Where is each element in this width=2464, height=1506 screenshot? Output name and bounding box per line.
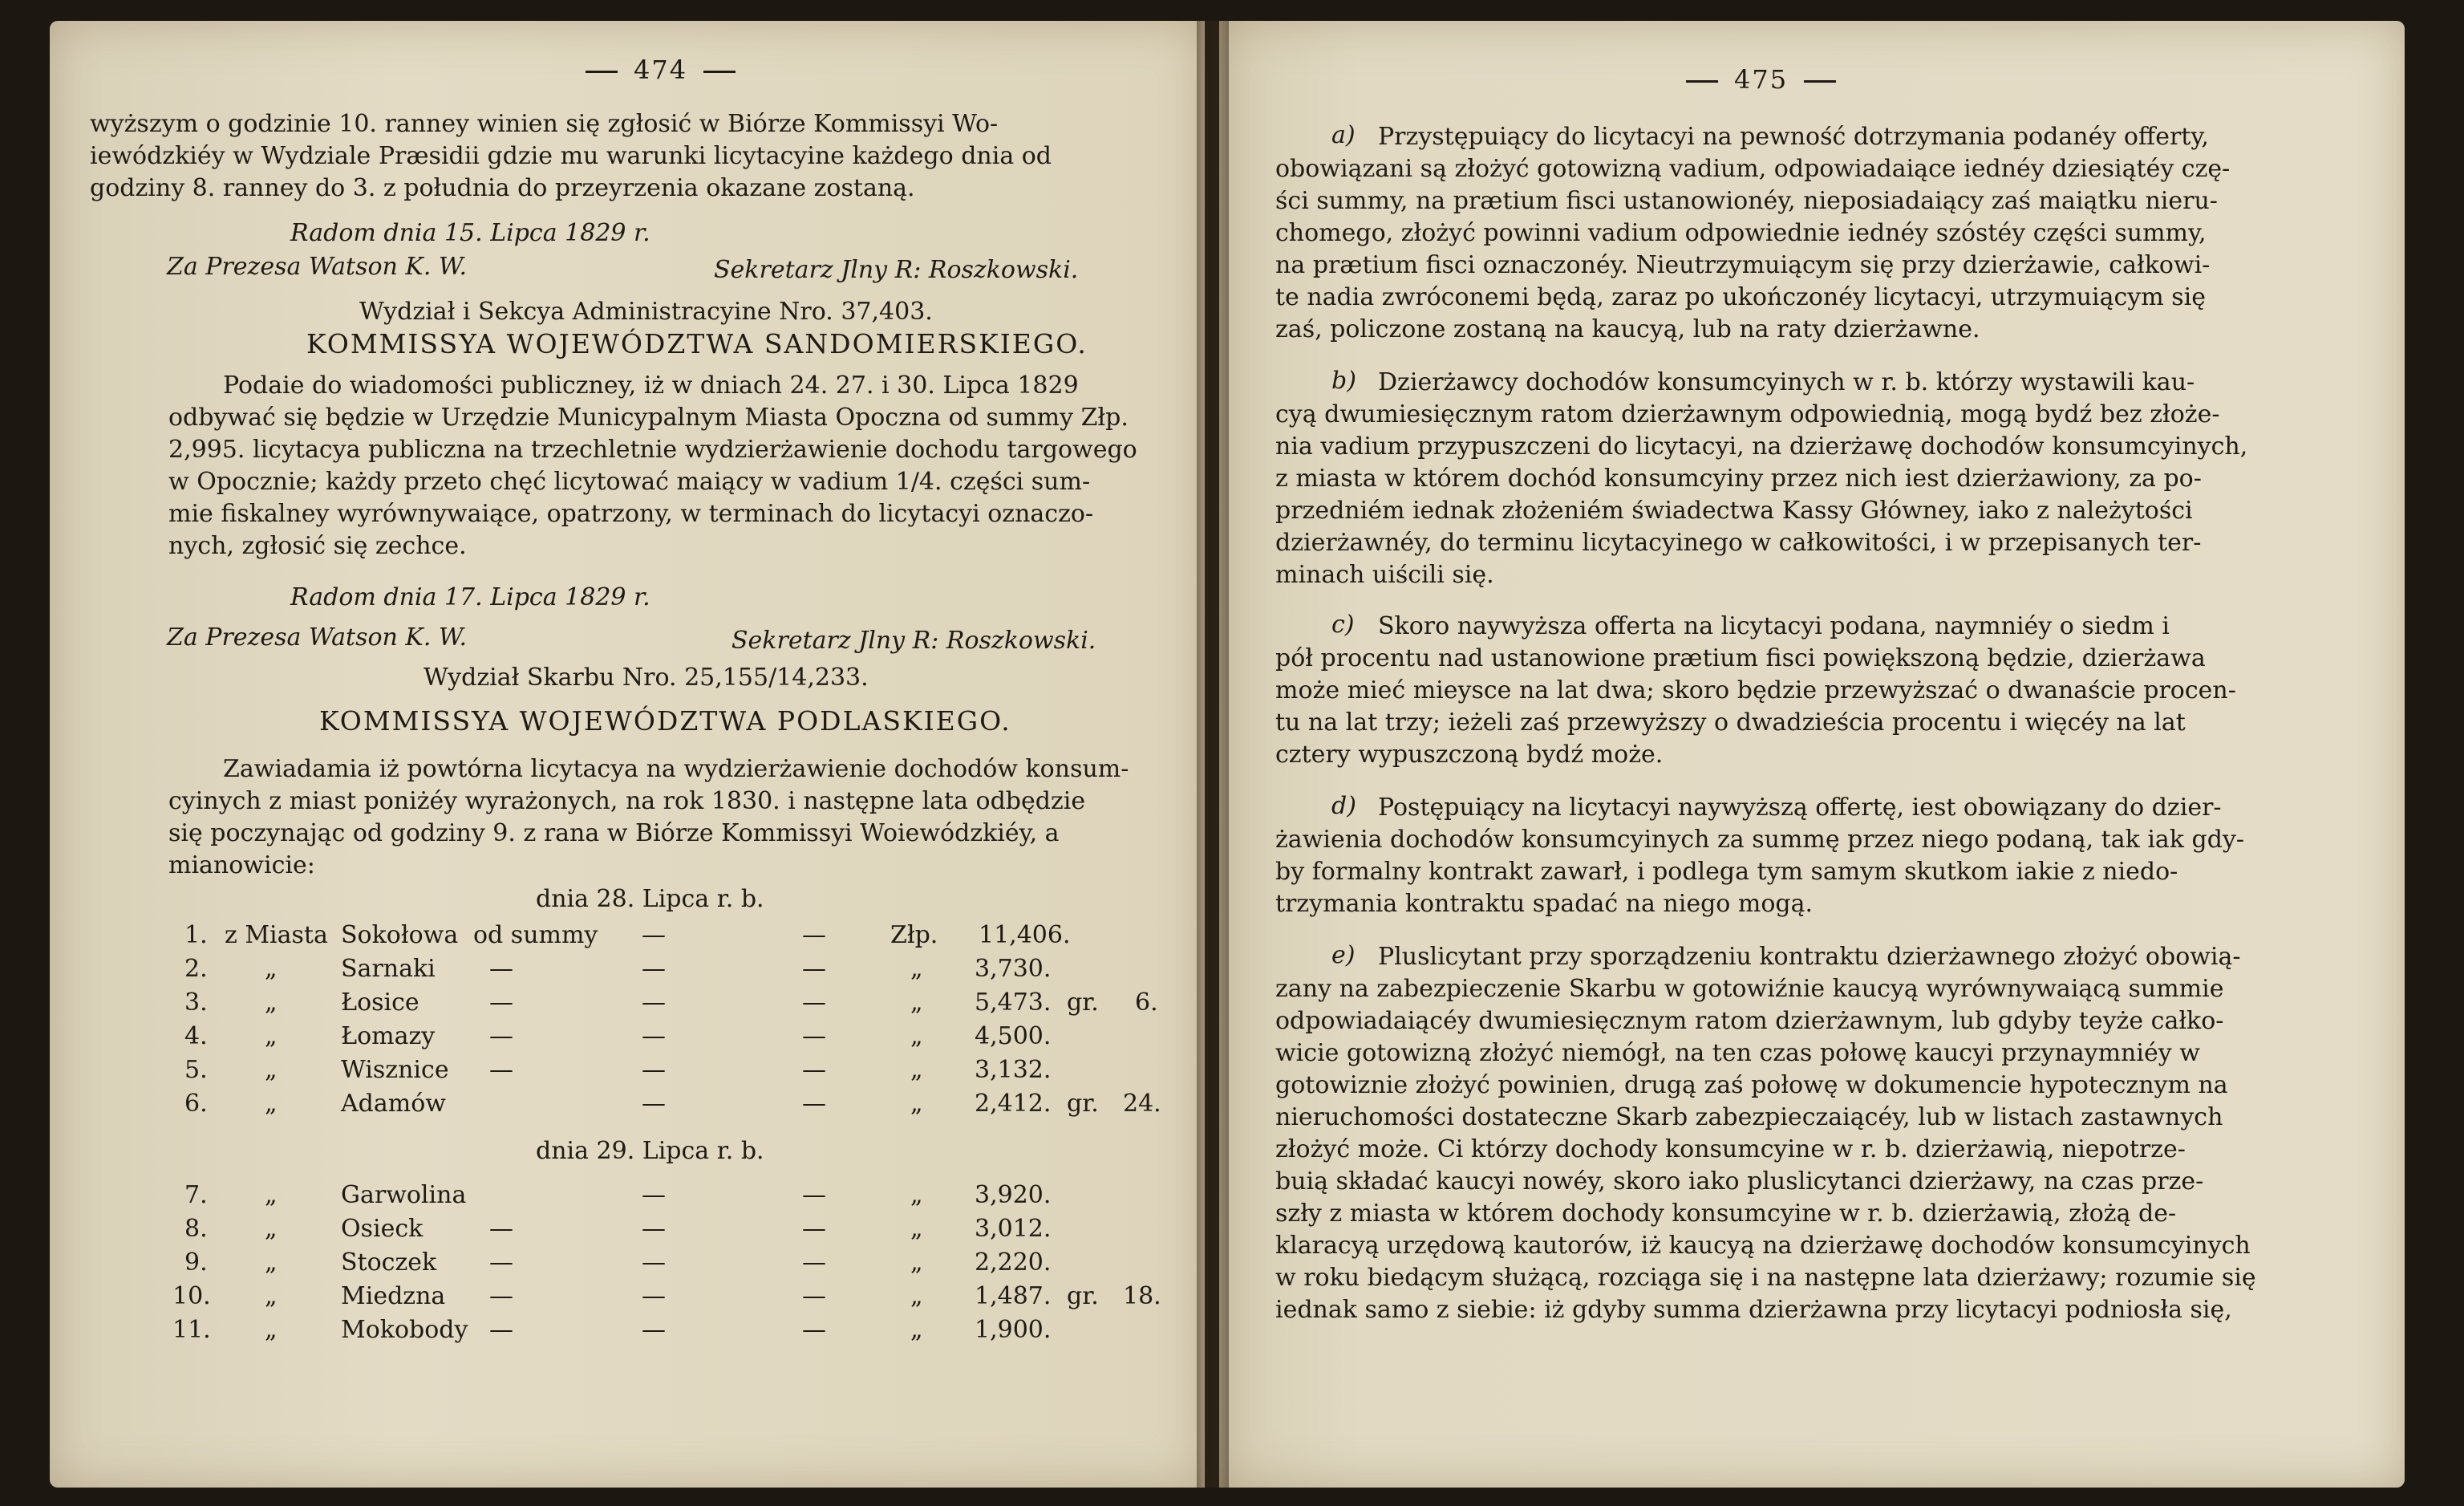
text-line: żawienia dochodów konsumcyinych za summę przez niego podaną, tak iak gdy- bbox=[1275, 826, 2245, 854]
row-prefix: „ bbox=[265, 1215, 278, 1243]
row-town: Sokołowa bbox=[341, 921, 459, 949]
dash-mark: — bbox=[802, 921, 826, 949]
text-line: Zawiadamia iż powtórna licytacya na wydzierżawienie dochodów konsum- bbox=[223, 755, 1129, 783]
row-number: 11. bbox=[172, 1316, 211, 1344]
text-line: na prætium fisci oznaczonéy. Nieutrzymuiącym się przy dzierżawie, całkowi- bbox=[1275, 251, 2211, 279]
row-currency: „ bbox=[910, 1215, 923, 1243]
row-currency: „ bbox=[910, 1056, 923, 1084]
dash-mark: — bbox=[642, 1181, 666, 1209]
department-line: Wydział Skarbu Nro. 25,155/14,233. bbox=[424, 664, 869, 692]
row-mid: — bbox=[489, 1282, 513, 1310]
row-prefix: „ bbox=[265, 1248, 278, 1277]
row-number: 6. bbox=[184, 1090, 208, 1118]
row-number: 7. bbox=[184, 1181, 208, 1209]
row-amount: 2,412. bbox=[975, 1090, 1052, 1118]
text-line: zaś, policzone zostaną na kaucyą, lub na raty dzierżawne. bbox=[1275, 315, 1980, 343]
row-number: 2. bbox=[184, 955, 208, 983]
row-amount: 11,406. bbox=[979, 921, 1071, 949]
row-town: Łosice bbox=[341, 988, 419, 1017]
row-number: 5. bbox=[184, 1056, 208, 1084]
row-currency: „ bbox=[910, 1282, 923, 1310]
row-prefix: „ bbox=[265, 1316, 278, 1344]
dash-mark: — bbox=[642, 1248, 666, 1277]
dash-mark: — bbox=[642, 1090, 666, 1118]
row-amount: 3,920. bbox=[975, 1181, 1052, 1209]
dash-mark: — bbox=[802, 1282, 826, 1310]
dash-mark: — bbox=[802, 955, 826, 983]
dash-mark: — bbox=[642, 1316, 666, 1344]
right-page-header bbox=[1670, 64, 1852, 95]
text-line: mianowicie: bbox=[168, 851, 315, 879]
row-amount: 3,132. bbox=[975, 1056, 1052, 1084]
text-line: chomego, złożyć powinni vadium odpowiednie iednéy szóstéy części summy, bbox=[1275, 219, 2207, 247]
text-line: odbywać się będzie w Urzędzie Municypalnym Miasta Opoczna od summy Złp. bbox=[168, 404, 1129, 432]
text-line: trzymania kontraktu spadać na niego mogą. bbox=[1275, 890, 1814, 918]
right-page-number: 475 bbox=[1734, 64, 1789, 95]
department-line: Wydział i Sekcya Administracyine Nro. 37,403. bbox=[359, 298, 933, 326]
section-heading: KOMMISSYA WOJEWÓDZTWA PODLASKIEGO. bbox=[319, 705, 1011, 737]
row-number: 3. bbox=[184, 988, 208, 1017]
row-currency: „ bbox=[910, 1022, 923, 1050]
row-town: Stoczek bbox=[341, 1248, 437, 1277]
text-line: Postępuiący na licytacyi naywyższą offertę, iest obowiązany do dzier- bbox=[1378, 794, 2222, 822]
row-prefix: „ bbox=[265, 1181, 278, 1209]
row-amount: 4,500. bbox=[975, 1022, 1052, 1050]
text-line: 2,995. licytacya publiczna na trzechletnie wydzierżawienie dochodu targowego bbox=[168, 436, 1137, 464]
row-grosz-label: gr. bbox=[1067, 1090, 1099, 1118]
clause-label: d) bbox=[1331, 792, 1356, 820]
dash-mark: — bbox=[802, 1181, 826, 1209]
date-line: Radom dnia 15. Lipca 1829 r. bbox=[290, 219, 650, 247]
header-dash bbox=[703, 71, 736, 73]
text-line: w roku biedącym służącą, rozciąga się i na następne lata dzierżawy; rozumie się bbox=[1275, 1264, 2256, 1292]
row-number: 8. bbox=[184, 1215, 208, 1243]
signature-left: Za Prezesa Watson K. W. bbox=[167, 253, 468, 281]
row-number: 4. bbox=[184, 1022, 208, 1050]
row-prefix: „ bbox=[265, 1056, 278, 1084]
text-line: się poczynając od godziny 9. z rana w Biórze Kommissyi Woiewódzkiéy, a bbox=[168, 819, 1060, 847]
text-line: te nadia zwróconemi będą, zaraz po ukończonéy licytacyi, utrzymuiącym się bbox=[1275, 283, 2206, 311]
row-currency: „ bbox=[910, 1248, 923, 1277]
row-town: Sarnaki bbox=[341, 955, 436, 983]
row-prefix: z Miasta bbox=[225, 921, 328, 949]
text-line: Pluslicytant przy sporządzeniu kontraktu dzierżawnego złożyć obowią- bbox=[1378, 943, 2241, 971]
text-line: godziny 8. ranney do 3. z południa do przeyrzenia okazane zostaną. bbox=[90, 174, 915, 202]
row-currency: Złp. bbox=[890, 921, 938, 949]
dash-mark: — bbox=[802, 1022, 826, 1050]
row-prefix: „ bbox=[265, 955, 278, 983]
text-line: w Opocznie; każdy przeto chęć licytować maiący w vadium 1/4. części sum- bbox=[168, 468, 1091, 496]
dash-mark: — bbox=[642, 1056, 666, 1084]
text-line: by formalny kontrakt zawarł, i podlega tym samym skutkom iakie z niedo- bbox=[1275, 858, 2178, 886]
date-line: Radom dnia 17. Lipca 1829 r. bbox=[290, 583, 650, 611]
row-mid: — bbox=[489, 1056, 513, 1084]
row-mid: — bbox=[489, 1215, 513, 1243]
text-line: z miasta w którem dochód konsumcyiny przez nich iest dzierżawiony, za po- bbox=[1275, 465, 2202, 493]
text-line: tu na lat trzy; ieżeli zaś przewyższy o dwadzieścia procentu i więcéy na lat bbox=[1275, 708, 2186, 737]
row-amount: 1,487. bbox=[975, 1282, 1052, 1310]
text-line: ści summy, na prætium fisci ustanowionéy, nieposiadaiący zaś maiątku nieru- bbox=[1275, 187, 2218, 215]
clause-label: c) bbox=[1331, 611, 1355, 639]
header-dash bbox=[1686, 80, 1718, 83]
signature-right: Sekretarz Jlny R: Roszkowski. bbox=[732, 627, 1096, 655]
row-town: Wisznice bbox=[341, 1056, 449, 1084]
row-town: Garwolina bbox=[341, 1181, 467, 1209]
row-currency: „ bbox=[910, 1090, 923, 1118]
table-day-heading: dnia 29. Lipca r. b. bbox=[536, 1137, 764, 1165]
row-grosz-label: gr. bbox=[1067, 1282, 1099, 1310]
row-currency: „ bbox=[910, 1316, 923, 1344]
text-line: cyą dwumiesięcznym ratom dzierżawnym odpowiednią, mogą bydź bez złoże- bbox=[1275, 400, 2220, 428]
text-line: zany na zabezpieczenie Skarbu w gotowiźnie kaucyą wyrównywaiącą summie bbox=[1275, 975, 2224, 1003]
row-amount: 3,012. bbox=[975, 1215, 1052, 1243]
text-line: klaracyą urzędową kautorów, iż kaucyą na dzierżawę dochodów konsumcyinych bbox=[1275, 1232, 2251, 1260]
text-line: mie fiskalney wyrównywaiące, opatrzony, w terminach do licytacyi oznaczo- bbox=[168, 500, 1094, 528]
text-line: Dzierżawcy dochodów konsumcyinych w r. b. którzy wystawili kau- bbox=[1378, 368, 2195, 396]
text-line: iednak samo z siebie: iż gdyby summa dzierżawna przy licytacyi podniosła się, bbox=[1275, 1296, 2232, 1324]
book-gutter bbox=[1197, 21, 1229, 1488]
row-number: 10. bbox=[172, 1282, 211, 1310]
dash-mark: — bbox=[802, 1215, 826, 1243]
text-line: nieruchomości dostateczne Skarb zabezpieczaiącéy, lub w listach zastawnych bbox=[1275, 1103, 2223, 1131]
text-line: cztery wypuszczoną bydź może. bbox=[1275, 741, 1664, 769]
row-town: Łomazy bbox=[341, 1022, 436, 1050]
text-line: gotowiznie złożyć powinien, drugą zaś połowę w dokumencie hypotecznym na bbox=[1275, 1071, 2228, 1099]
clause-label: b) bbox=[1331, 367, 1356, 395]
text-line: Skoro naywyższa offerta na licytacyi podana, naymniéy o siedm i bbox=[1378, 612, 2170, 640]
dash-mark: — bbox=[642, 1215, 666, 1243]
row-amount: 3,730. bbox=[975, 955, 1052, 983]
text-line: nia vadium przypuszczeni do licytacyi, na dzierżawę dochodów konsumcyinych, bbox=[1275, 432, 2248, 461]
row-mid: — bbox=[489, 1022, 513, 1050]
text-line: buią składać kaucyi nowéy, skoro iako pluslicytanci dzierżawy, na czas prze- bbox=[1275, 1167, 2204, 1195]
text-line: nych, zgłosić się zechce. bbox=[168, 532, 467, 560]
clause-label: a) bbox=[1331, 121, 1356, 149]
row-currency: „ bbox=[910, 1181, 923, 1209]
text-line: może mieć mieysce na lat dwa; skoro będzie przewyższać o dwanaście procen- bbox=[1275, 676, 2236, 704]
dash-mark: — bbox=[642, 1282, 666, 1310]
row-grosz-value: 24. bbox=[1123, 1090, 1161, 1118]
text-line: Podaie do wiadomości publiczney, iż w dniach 24. 27. i 30. Lipca 1829 bbox=[223, 371, 1079, 400]
clause-label: e) bbox=[1331, 941, 1356, 969]
dash-mark: — bbox=[642, 1022, 666, 1050]
text-line: Przystępuiący do licytacyi na pewność dotrzymania podanéy offerty, bbox=[1378, 123, 2209, 151]
dash-mark: — bbox=[642, 955, 666, 983]
row-town: Adamów bbox=[341, 1090, 446, 1118]
dash-mark: — bbox=[802, 1090, 826, 1118]
row-mid: od summy bbox=[473, 921, 598, 949]
text-line: obowiązani są złożyć gotowizną vadium, odpowiadaiące iednéy dziesiątéy czę- bbox=[1275, 155, 2231, 183]
dash-mark: — bbox=[802, 988, 826, 1017]
row-prefix: „ bbox=[265, 1022, 278, 1050]
text-line: cyinych z miast poniżéy wyrażonych, na rok 1830. i następne lata odbędzie bbox=[168, 787, 1086, 815]
text-line: pół procentu nad ustanowione prætium fisci powiększoną będzie, dzierżawa bbox=[1275, 644, 2206, 672]
row-prefix: „ bbox=[265, 1090, 278, 1118]
row-currency: „ bbox=[910, 955, 923, 983]
row-grosz-value: 18. bbox=[1123, 1282, 1161, 1310]
row-amount: 2,220. bbox=[975, 1248, 1052, 1277]
row-currency: „ bbox=[910, 988, 923, 1017]
text-line: dzierżawnéy, do terminu licytacyinego w całkowitości, i w przepisanych ter- bbox=[1275, 529, 2202, 557]
row-number: 9. bbox=[184, 1248, 208, 1277]
text-line: złożyć może. Ci którzy dochody konsumcyine w r. b. dzierżawią, niepotrze- bbox=[1275, 1135, 2186, 1163]
row-prefix: „ bbox=[265, 1282, 278, 1310]
header-dash bbox=[1804, 80, 1836, 83]
text-line: przedniém iednak złożeniém świadectwa Kassy Główney, iako z należytości bbox=[1275, 497, 2193, 525]
text-line: wicie gotowizną złożyć niemógł, na ten czas połowę kaucyi przynaymniéy w bbox=[1275, 1039, 2200, 1067]
text-line: iewódzkiéy w Wydziale Præsidii gdzie mu warunki licytacyine każdego dnia od bbox=[90, 142, 1052, 170]
dash-mark: — bbox=[642, 988, 666, 1017]
row-grosz-value: 6. bbox=[1135, 988, 1158, 1017]
row-town: Mokobody bbox=[341, 1316, 468, 1344]
dash-mark: — bbox=[802, 1316, 826, 1344]
row-amount: 5,473. bbox=[975, 988, 1052, 1017]
text-line: odpowiadaiącéy dwumiesięcznym ratom dzierżawnym, lub gdyby teyże całko- bbox=[1275, 1007, 2224, 1035]
text-line: wyższym o godzinie 10. ranney winien się zgłosić w Biórze Kommissyi Wo- bbox=[90, 110, 999, 138]
header-dash bbox=[586, 71, 618, 73]
signature-right: Sekretarz Jlny R: Roszkowski. bbox=[714, 256, 1079, 284]
dash-mark: — bbox=[642, 921, 666, 949]
row-mid: — bbox=[489, 1316, 513, 1344]
text-line: szły z miasta w którem dochody konsumcyine w r. b. dzierżawią, złożą de- bbox=[1275, 1200, 2177, 1228]
left-page-header bbox=[569, 55, 752, 85]
section-heading: KOMMISSYA WOJEWÓDZTWA SANDOMIERSKIEGO. bbox=[306, 328, 1088, 359]
left-page-number: 474 bbox=[634, 55, 688, 85]
row-mid: — bbox=[489, 955, 513, 983]
row-prefix: „ bbox=[265, 988, 278, 1017]
dash-mark: — bbox=[802, 1248, 826, 1277]
dash-mark: — bbox=[802, 1056, 826, 1084]
row-amount: 1,900. bbox=[975, 1316, 1052, 1344]
row-town: Osieck bbox=[341, 1215, 424, 1243]
signature-left: Za Prezesa Watson K. W. bbox=[167, 623, 468, 652]
table-day-heading: dnia 28. Lipca r. b. bbox=[536, 885, 764, 913]
row-mid: — bbox=[489, 1248, 513, 1277]
row-grosz-label: gr. bbox=[1067, 988, 1099, 1017]
row-mid: — bbox=[489, 988, 513, 1017]
row-number: 1. bbox=[184, 921, 208, 949]
text-line: minach uiścili się. bbox=[1275, 561, 1494, 589]
row-town: Miedzna bbox=[341, 1282, 446, 1310]
